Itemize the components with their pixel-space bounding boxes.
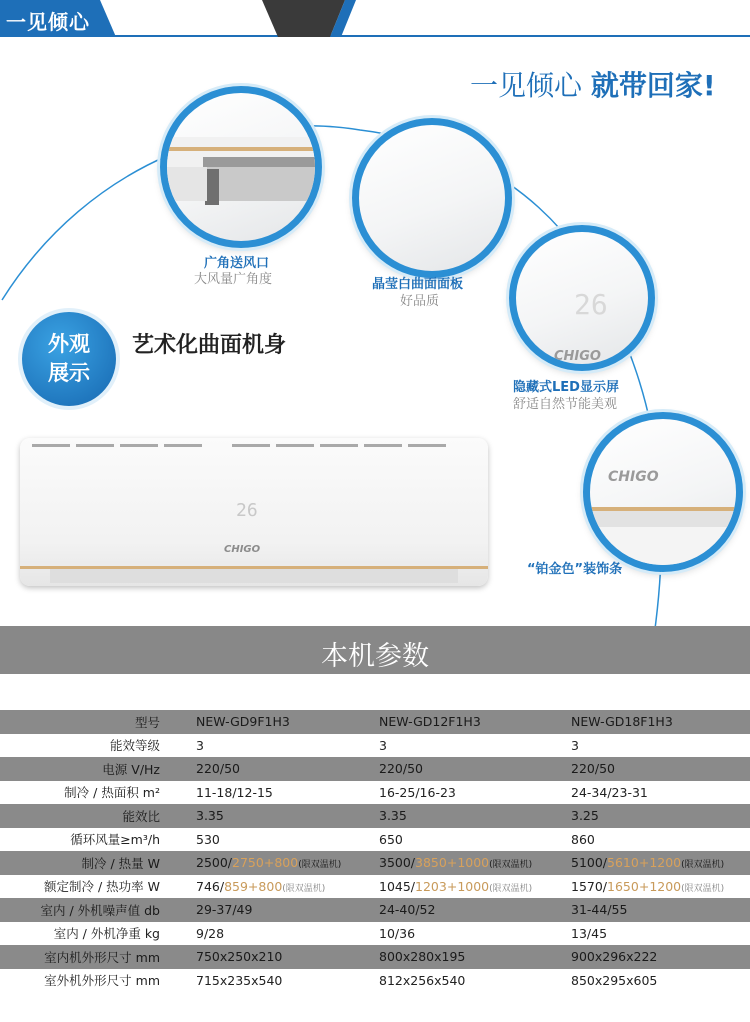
cell: 650 [379, 828, 571, 852]
spec-title: 本机参数 [321, 641, 429, 672]
table-row [0, 851, 750, 875]
cell-note: (限双温机) [681, 860, 725, 871]
cell: NEW-GD12F1H3 [379, 710, 571, 734]
feature-3-title: 隐藏式LED显示屏 [513, 380, 619, 395]
table-row [0, 898, 750, 922]
cell: 750x250x210 [196, 945, 379, 969]
cell: 530 [196, 828, 379, 852]
panel-bubble [352, 118, 512, 278]
cell-heating-value: 1650+1200 [607, 878, 682, 894]
led-brand-text: CHIGO [554, 349, 601, 364]
feature-1-subtitle: 大风量广角度 [194, 272, 273, 287]
table-row [0, 734, 750, 758]
cell: 220/50 [196, 757, 379, 781]
cell: 29-37/49 [196, 898, 379, 922]
led-temp-text: 26 [574, 288, 608, 321]
cell [196, 875, 379, 899]
feature-3-subtitle: 舒适自然节能美观 [513, 397, 618, 412]
cell: 24-34/23-31 [571, 781, 750, 805]
cell: 3 [379, 734, 571, 758]
cell-value: 2500/ [196, 855, 233, 871]
badge-line1: 外观 [48, 332, 90, 356]
cell [571, 851, 750, 875]
row-label: 能效等级 [0, 734, 196, 758]
cell-heating-value: 5610+1200 [607, 855, 682, 871]
cell [379, 851, 571, 875]
cell: 3 [571, 734, 750, 758]
cell: 31-44/55 [571, 898, 750, 922]
led-display-bubble [509, 225, 655, 371]
cell: NEW-GD9F1H3 [196, 710, 379, 734]
cell: 220/50 [571, 757, 750, 781]
table-row [0, 945, 750, 969]
cell-value: 1570/ [571, 878, 608, 894]
air-outlet-illustration [167, 93, 315, 241]
cell-value: 1045/ [379, 878, 416, 894]
feature-2-subtitle: 好品质 [400, 294, 440, 309]
cell: 900x296x222 [571, 945, 750, 969]
cell-note: (限双温机) [489, 860, 533, 871]
cell: 3.35 [196, 804, 379, 828]
cell: 812x256x540 [379, 969, 571, 993]
cell: 10/36 [379, 922, 571, 946]
cell: 9/28 [196, 922, 379, 946]
row-label: 室外机外形尺寸 mm [0, 969, 196, 993]
cell: 800x280x195 [379, 945, 571, 969]
cell: NEW-GD18F1H3 [571, 710, 750, 734]
cell-heating-value: 1203+1000 [415, 878, 490, 894]
slogan-part1: 一见倾心 [470, 69, 583, 102]
table-row [0, 757, 750, 781]
appearance-badge [22, 312, 116, 406]
cell-value: 5100/ [571, 855, 608, 871]
table-row [0, 922, 750, 946]
cell: 16-25/16-23 [379, 781, 571, 805]
row-label: 室内 / 外机净重 kg [0, 922, 196, 946]
cell: 220/50 [379, 757, 571, 781]
trim-illustration [590, 419, 736, 565]
cell-heating-value: 3850+1000 [415, 855, 490, 871]
cell-note: (限双温机) [298, 860, 342, 871]
trim-bubble [583, 412, 743, 572]
air-outlet-bubble [160, 86, 322, 248]
cell: 3.25 [571, 804, 750, 828]
ac-brand-text: CHIGO [224, 544, 261, 555]
row-label: 制冷 / 热量 W [0, 851, 196, 875]
table-row [0, 875, 750, 899]
table-row [0, 710, 750, 734]
feature-1-title: 广角送风口 [204, 256, 270, 271]
cell: 715x235x540 [196, 969, 379, 993]
row-label: 制冷 / 热面积 m² [0, 781, 196, 805]
ac-temp-text: 26 [236, 500, 258, 521]
air-conditioner-image [20, 438, 488, 586]
cell-note: (限双温机) [282, 883, 326, 894]
cell-heating-value: 859+800 [224, 878, 283, 894]
cell-value: 3500/ [379, 855, 416, 871]
cell: 3 [196, 734, 379, 758]
table-row [0, 804, 750, 828]
table-row [0, 969, 750, 993]
cell: 860 [571, 828, 750, 852]
table-row [0, 828, 750, 852]
led-illustration [516, 232, 648, 364]
cell [379, 875, 571, 899]
cell-note: (限双温机) [489, 883, 533, 894]
cell [196, 851, 379, 875]
cell: 3.35 [379, 804, 571, 828]
cell-note: (限双温机) [681, 883, 725, 894]
cell: 11-18/12-15 [196, 781, 379, 805]
table-row [0, 781, 750, 805]
row-label: 能效比 [0, 804, 196, 828]
row-label: 电源 V/Hz [0, 757, 196, 781]
ac-illustration [20, 438, 488, 586]
spec-table [0, 710, 750, 992]
cell-value: 746/ [196, 878, 225, 894]
cell: 13/45 [571, 922, 750, 946]
badge-line2: 展示 [48, 361, 90, 385]
feature-2-title: 晶莹白曲面面板 [372, 277, 464, 292]
row-label: 型号 [0, 710, 196, 734]
spec-title-band [0, 626, 750, 674]
row-label: 循环风量≥m³/h [0, 828, 196, 852]
cell: 850x295x605 [571, 969, 750, 993]
feature-4-title: “铂金色”装饰条 [527, 562, 623, 577]
trim-brand-text: CHIGO [608, 469, 659, 485]
cell: 24-40/52 [379, 898, 571, 922]
row-label: 额定制冷 / 热功率 W [0, 875, 196, 899]
row-label: 室内 / 外机噪声值 db [0, 898, 196, 922]
cell-heating-value: 2750+800 [232, 855, 299, 871]
row-label: 室内机外形尺寸 mm [0, 945, 196, 969]
cell [571, 875, 750, 899]
section-title: 一见倾心 [6, 10, 90, 34]
art-body-title: 艺术化曲面机身 [132, 333, 287, 358]
slogan-part2: 就带回家! [590, 69, 716, 102]
